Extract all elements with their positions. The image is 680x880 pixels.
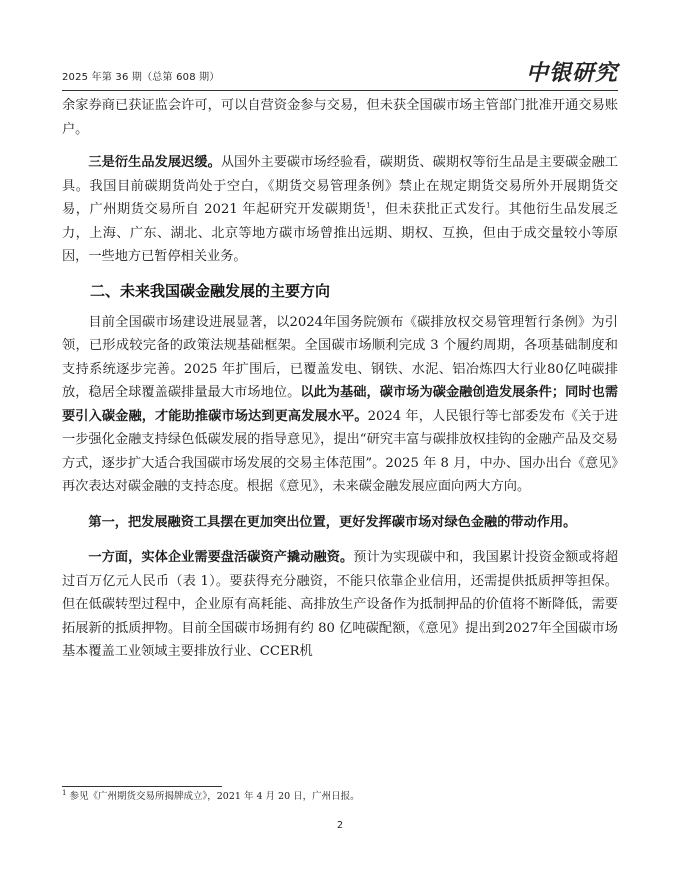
footnote-mark: 1 xyxy=(62,788,67,797)
paragraph-emphasis: 以此为基础，碳市场为碳金融创造发展条件；同时也需要引入碳金融，才能助推碳市场达到更高发展水平。 xyxy=(62,385,619,424)
paragraph-lead: 一方面，实体企业需要盘活碳资产撬动融资。 xyxy=(88,550,354,565)
paragraph-continuation: 余家券商已获证监会许可，可以自营资金参与交易，但未获全国碳市场主管部门批准开通交易账户。 xyxy=(62,98,618,137)
section-heading: 二、未来我国碳金融发展的主要方向 xyxy=(90,281,331,300)
paragraph-derivatives: 三是衍生品发展迟缓。从国外主要碳市场经验看，碳期货、碳期权等衍生品是主要碳金融工具。我国目前碳期货尚处于空白，《期货交易管理条例》禁止在规定期货交易所外开展期货交易，广州期货交易所自 2021 年起研究开发碳期货$^1$，但未获批正式发行。其他衍生品发展乏力，上海、广东、湖北、北京等地方碳市场曾推出远期、期权、互换，但由于成交量较小等原因，一些地方已暂停相关业务。 xyxy=(62,155,619,264)
footnote-text: 参见《广州期货交易所揭牌成立》，2021 年 4 月 20 日，广州日报。 xyxy=(69,791,360,802)
page-header xyxy=(62,62,618,88)
paragraph-financing: 一方面，实体企业需要盘活碳资产撬动融资。预计为实现碳中和，我国累计投资金额或将超过百万亿元人民币（表 1）。要获得充分融资，不能只依靠企业信用，还需提供抵质押等担保。但在低碳转型过程中，企业原有高耗能、高排放生产设备作为抵制押品的价值将不断降低，需要拓展新的抵质押物。目前全国碳市场拥有约 80 亿吨碳配额，《意见》提出到2027年全国碳市场基本覆盖工业领域主要排放行业、CCER机 xyxy=(62,550,619,659)
footnote xyxy=(62,790,618,804)
paragraph-overview: 目前全国碳市场建设进展显著，以2024年国务院颁布《碳排放权交易管理暂行条例》为引领，已形成较完备的政策法规基础框架。全国碳市场顺利完成 3 个履约周期，各项基础制度和支持系统逐步完善。2025 年扩围后，已覆盖发电、钢铁、水泥、铝冶炼四大行业80亿吨碳排放，稳居全球覆盖碳排量最大市场地位。以此为基础，碳市场为碳金融创造发展条件；同时也需要引入碳金融，才能助推碳市场达到更高发展水平。2024 年，人民银行等七部委发布《关于进一步强化金融支持绿色低碳发展的指导意见》，提出“研究丰富与碳排放权挂钩的金融产品及交易方式，逐步扩大适合我国碳市场发展的交易主体范围”。2025 年 8 月，中办、国办出台《意见》再次表达对碳金融的支持态度。根据《意见》，未来碳金融发展应面向两大方向。 xyxy=(62,314,619,494)
header-divider xyxy=(62,90,618,91)
paragraph-first-direction: 第一，把发展融资工具摆在更加突出位置，更好发挥碳市场对绿色金融的带动作用。 xyxy=(88,514,577,530)
footnote-divider xyxy=(62,786,222,787)
issue-number: 2025 年第 36 期（总第 608 期） xyxy=(62,72,220,83)
footnote-ref: 1 xyxy=(366,201,371,210)
article-body xyxy=(62,94,618,664)
paragraph-lead: 三是衍生品发展迟缓。 xyxy=(88,155,221,170)
page-number: 2 xyxy=(336,820,344,831)
boc-research-logo: 中银研究 xyxy=(525,60,618,86)
